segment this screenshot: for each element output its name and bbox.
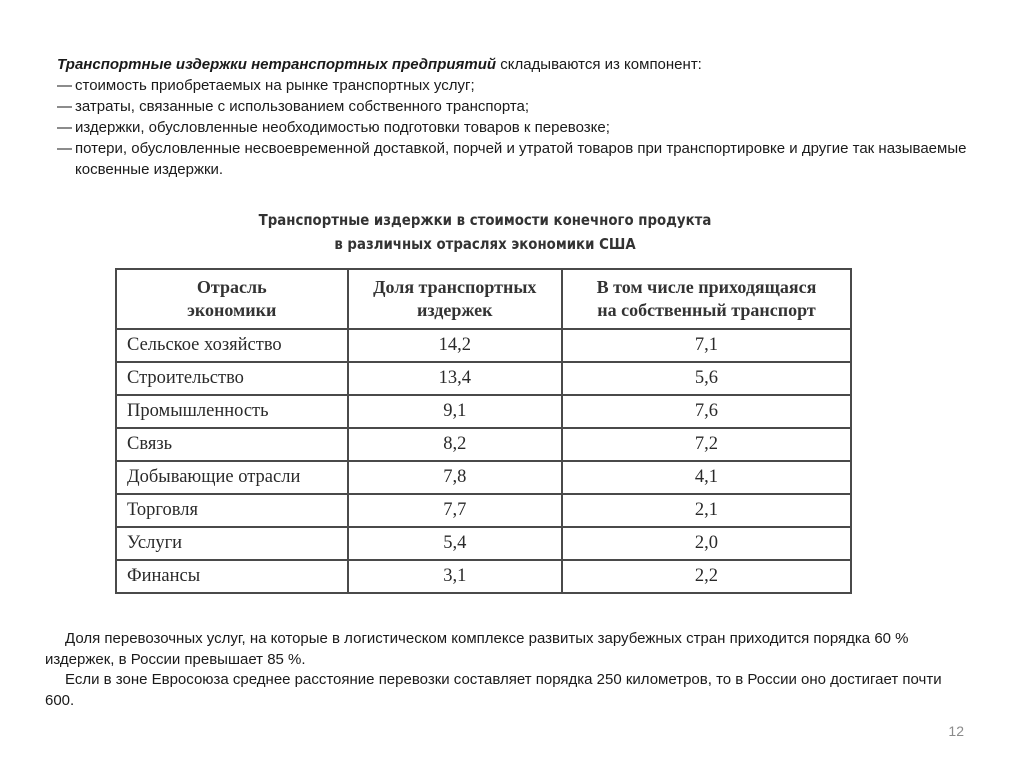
bullet-text: затраты, связанные с использованием собственного транспорта;	[75, 98, 530, 115]
cost-table	[115, 268, 852, 594]
cell-own: 7,2	[562, 428, 851, 461]
bullet-item	[57, 96, 977, 117]
intro-lead	[57, 54, 977, 75]
table-row	[116, 560, 851, 593]
paragraph-text: Если в зоне Евросоюза среднее расстояние перевозки составляет порядка 250 километров, то в России оно достигает почти 600.	[45, 671, 942, 709]
table-header-row	[116, 269, 851, 329]
header-line: экономики	[187, 300, 277, 320]
cell-industry: Промышленность	[116, 395, 348, 428]
header-line: Отрасль	[196, 277, 267, 297]
header-line: на собственный транспорт	[597, 300, 816, 320]
bullet-item	[57, 75, 977, 96]
paragraph-distance	[45, 669, 945, 711]
cell-share: 7,7	[348, 494, 562, 527]
table-title-line: в различных отраслях экономики США	[334, 235, 636, 253]
bullet-text: потери, обусловленные несвоевременной доставкой, порчей и утратой товаров при транспортировке и другие так называемые косвенные издержки.	[75, 140, 967, 178]
cell-industry: Финансы	[116, 560, 348, 593]
header-industry	[116, 269, 348, 329]
header-line: Доля транспортных	[373, 277, 537, 297]
header-line: В том числе приходящаяся	[596, 277, 817, 297]
cell-industry: Строительство	[116, 362, 348, 395]
cell-own: 2,1	[562, 494, 851, 527]
table-row	[116, 362, 851, 395]
cell-industry: Сельское хозяйство	[116, 329, 348, 362]
cell-share: 7,8	[348, 461, 562, 494]
header-own-transport	[562, 269, 851, 329]
table-row	[116, 329, 851, 362]
cell-own: 2,2	[562, 560, 851, 593]
cell-own: 5,6	[562, 362, 851, 395]
table-row	[116, 395, 851, 428]
table-row	[116, 428, 851, 461]
cell-share: 5,4	[348, 527, 562, 560]
cell-share: 8,2	[348, 428, 562, 461]
bullet-dash: —	[57, 98, 72, 115]
page-number: 12	[948, 723, 964, 739]
paragraph-text: Доля перевозочных услуг, на которые в логистическом комплексе развитых зарубежных стран приходится порядка 60 % издержек, в России превышает 85 %.	[45, 630, 909, 668]
bullet-dash: —	[57, 140, 72, 157]
bullet-text: стоимость приобретаемых на рынке транспортных услуг;	[75, 77, 475, 94]
bullet-item	[57, 117, 977, 138]
cell-share: 9,1	[348, 395, 562, 428]
table-row	[116, 494, 851, 527]
table-row	[116, 527, 851, 560]
table-row	[116, 461, 851, 494]
bullet-text: издержки, обусловленные необходимостью подготовки товаров к перевозке;	[75, 119, 610, 136]
cell-own: 7,1	[562, 329, 851, 362]
intro-lead-rest: складываются из компонент:	[496, 56, 702, 73]
paragraph-share	[45, 628, 945, 670]
header-transport-share	[348, 269, 562, 329]
cell-share: 13,4	[348, 362, 562, 395]
table-title	[167, 208, 803, 256]
cell-own: 7,6	[562, 395, 851, 428]
cell-own: 2,0	[562, 527, 851, 560]
cell-own: 4,1	[562, 461, 851, 494]
cell-share: 3,1	[348, 560, 562, 593]
bullet-dash: —	[57, 119, 72, 136]
bullet-dash: —	[57, 77, 72, 94]
cell-industry: Добывающие отрасли	[116, 461, 348, 494]
cell-share: 14,2	[348, 329, 562, 362]
intro-lead-italic: Транспортные издержки нетранспортных предприятий	[57, 56, 497, 73]
cell-industry: Услуги	[116, 527, 348, 560]
header-line: издержек	[416, 300, 493, 320]
intro-block	[57, 54, 977, 180]
cell-industry: Торговля	[116, 494, 348, 527]
bullet-item	[57, 138, 977, 180]
table-title-line: Транспортные издержки в стоимости конечного продукта	[258, 211, 712, 229]
cell-industry: Связь	[116, 428, 348, 461]
